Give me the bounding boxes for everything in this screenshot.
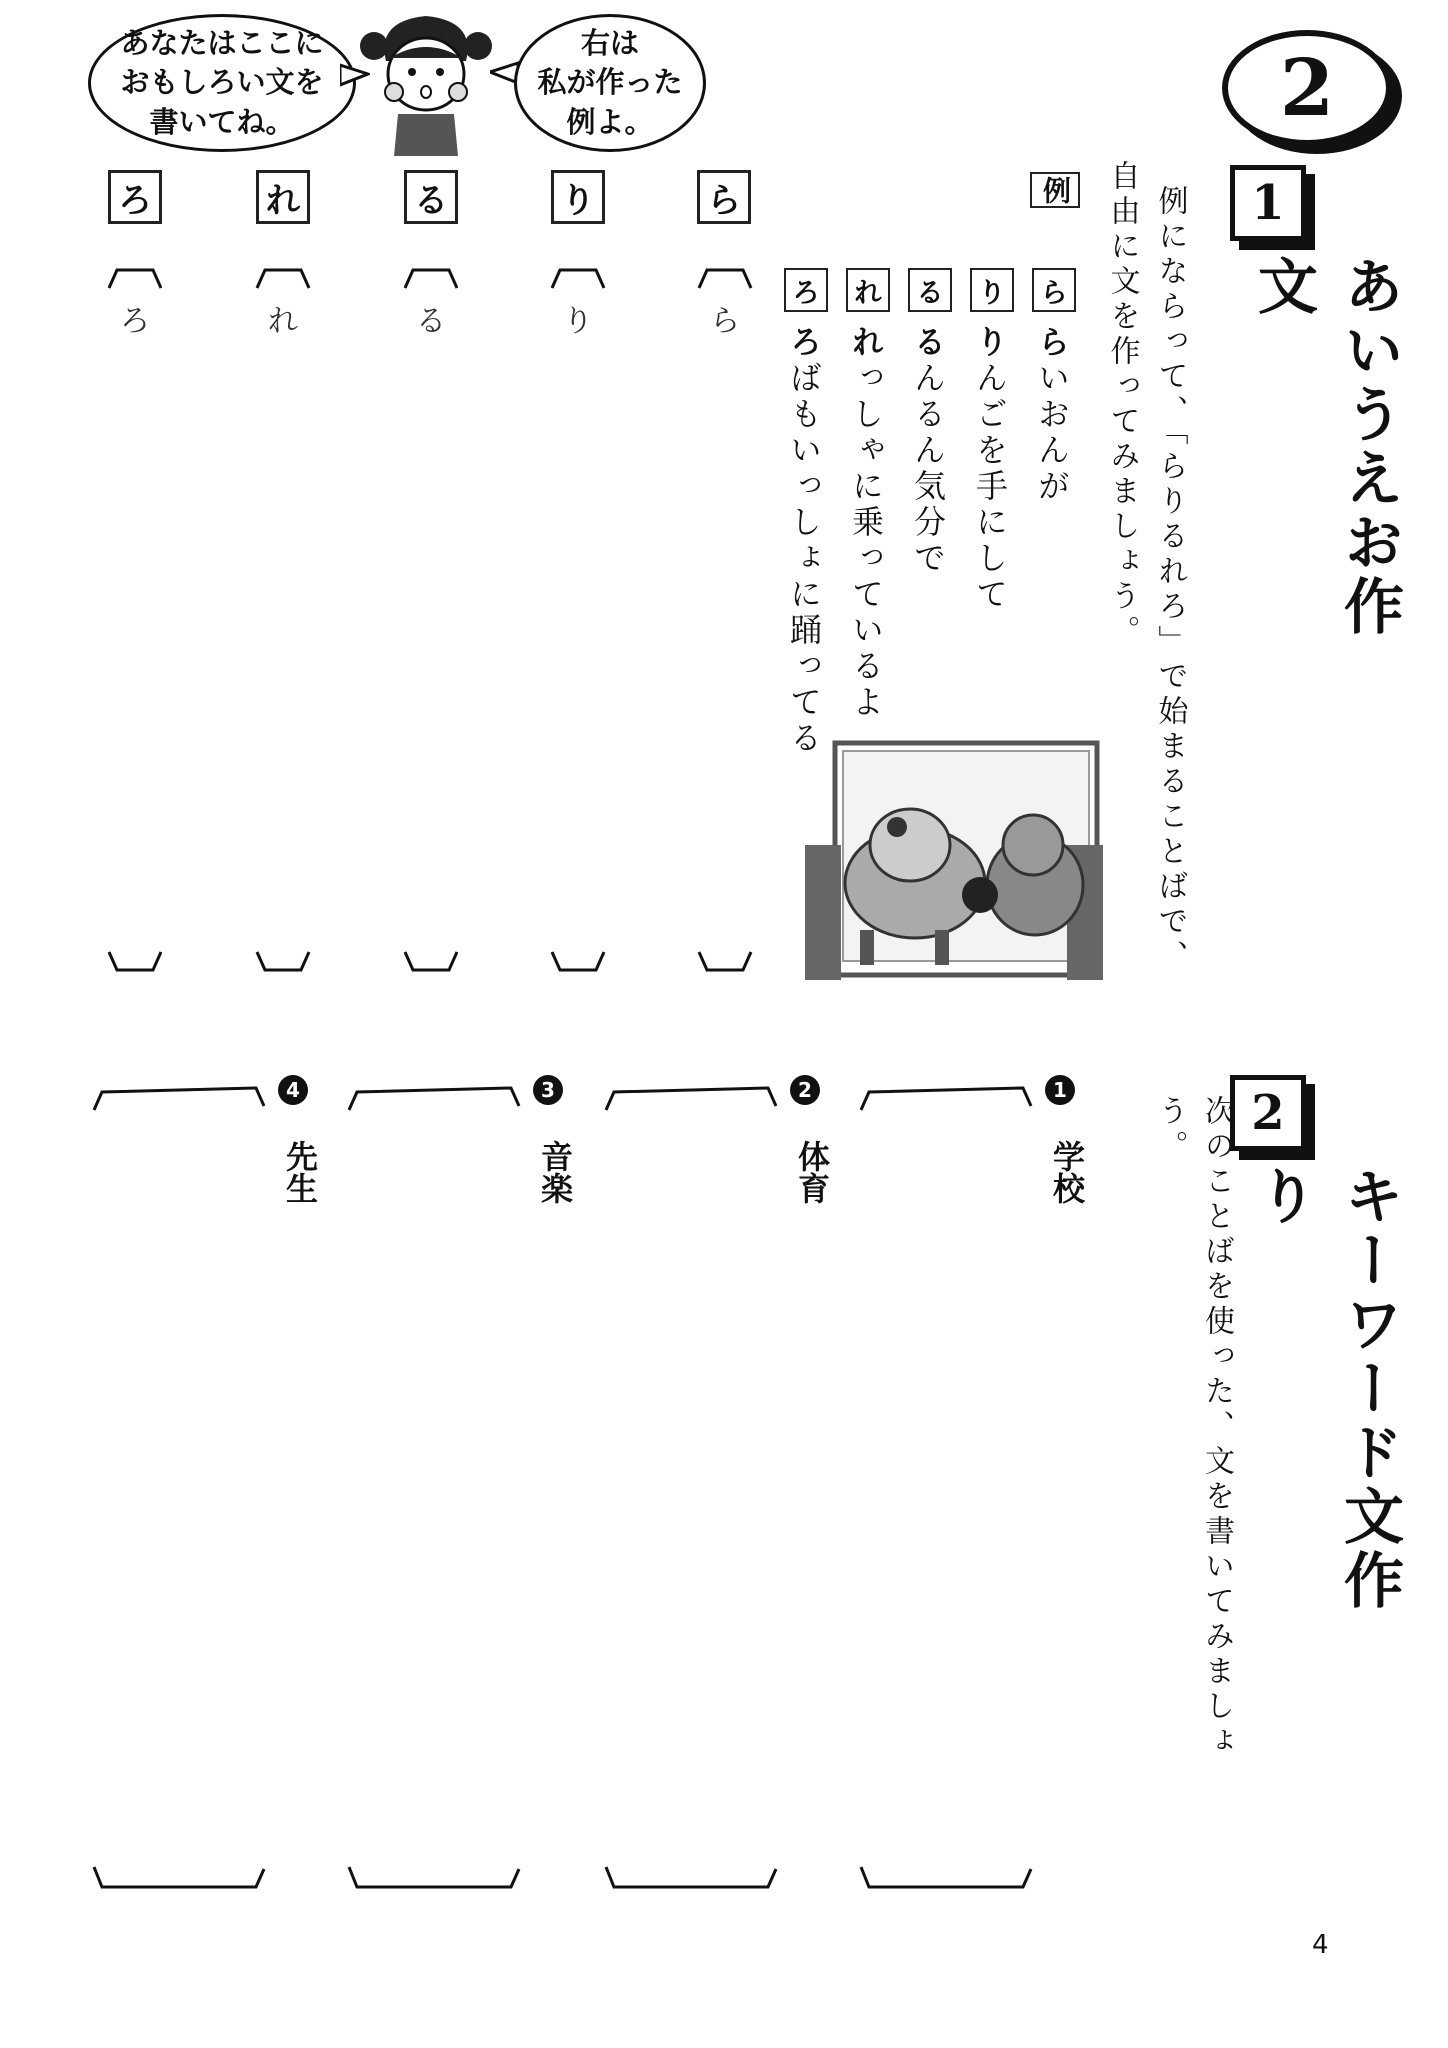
- example-text: [909, 325, 947, 577]
- section2-number: 2: [1251, 1085, 1285, 1141]
- keyword-open-bracket: [343, 1082, 523, 1112]
- example-text: [785, 325, 823, 757]
- example-rest: ばもいっしょに踊ってる: [785, 361, 823, 757]
- keyword-writing-area[interactable]: [860, 1130, 1030, 1865]
- keyword-word: 先生: [281, 1140, 319, 1204]
- example-text: [971, 325, 1009, 613]
- example-kana-tile: る: [908, 268, 952, 312]
- answer-header-kana: ろ: [120, 304, 150, 339]
- answer-close-bracket: [105, 950, 165, 974]
- answer-open-bracket: [105, 266, 165, 290]
- answer-header-kana: る: [416, 304, 446, 339]
- keyword-writing-area[interactable]: [93, 1130, 263, 1865]
- answer-kana-tile: り: [551, 170, 605, 224]
- keyword-open-bracket: [88, 1082, 268, 1112]
- answer-header-kana: ら: [710, 304, 740, 339]
- section2-number-box: [1230, 1075, 1306, 1151]
- speech-bubble-right: [514, 14, 706, 152]
- answer-open-bracket: [695, 266, 755, 290]
- keyword-word: 学校: [1048, 1140, 1086, 1204]
- keyword-number-icon: 1: [1045, 1075, 1075, 1105]
- girl-illustration-icon: [356, 6, 496, 156]
- answer-open-bracket: [548, 266, 608, 290]
- keyword-word: 音楽: [536, 1140, 574, 1204]
- example-first-kana: れ: [847, 325, 885, 361]
- page-number: 4: [1312, 1930, 1329, 1960]
- speech-bubble-right-text: 右は 私が作った 例よ。: [537, 26, 683, 139]
- answer-open-bracket: [253, 266, 313, 290]
- example-rest: んごを手にして: [971, 361, 1009, 613]
- example-rest: っしゃに乗っているよ: [847, 361, 885, 721]
- keyword-close-bracket: [343, 1865, 523, 1895]
- keyword-writing-area[interactable]: [348, 1130, 518, 1865]
- keyword-number-icon: 4: [278, 1075, 308, 1105]
- example-text: [1033, 325, 1071, 505]
- answer-close-bracket: [253, 950, 313, 974]
- example-rest: いおんが: [1033, 361, 1071, 505]
- answer-kana-tile: れ: [256, 170, 310, 224]
- train-animals-illustration-icon: [805, 735, 1105, 985]
- keyword-close-bracket: [855, 1865, 1035, 1895]
- example-text: [847, 325, 885, 721]
- answer-close-bracket: [548, 950, 608, 974]
- section2-title: キーワード文作り: [1248, 1165, 1404, 1613]
- answer-header-kana: れ: [268, 304, 298, 339]
- example-kana-tile: ろ: [784, 268, 828, 312]
- keyword-close-bracket: [88, 1865, 268, 1895]
- section1-number-box: [1230, 165, 1306, 241]
- example-label: 例: [1030, 172, 1080, 208]
- answer-close-bracket: [695, 950, 755, 974]
- section1-number: 1: [1251, 175, 1285, 231]
- example-kana-tile: れ: [846, 268, 890, 312]
- answer-writing-area[interactable]: [108, 338, 162, 950]
- keyword-writing-area[interactable]: [605, 1130, 775, 1865]
- answer-header-kana: り: [563, 304, 593, 339]
- example-first-kana: る: [909, 325, 947, 361]
- example-first-kana: ろ: [785, 325, 823, 361]
- example-rest: んるん気分で: [909, 361, 947, 577]
- section1-instruction-2: 自由に文を作ってみましょう。: [1104, 160, 1140, 650]
- section2-instruction: 次のことばを使った、文を書いてみましょう。: [1152, 1095, 1234, 1760]
- keyword-number-icon: 3: [533, 1075, 563, 1105]
- example-kana-tile: り: [970, 268, 1014, 312]
- keyword-number-icon: 2: [790, 1075, 820, 1105]
- section1-instruction-1: 例にならって、「らりるれろ」で始まることばで、: [1152, 185, 1188, 975]
- answer-writing-area[interactable]: [404, 338, 458, 950]
- answer-writing-area[interactable]: [256, 338, 310, 950]
- answer-open-bracket: [401, 266, 461, 290]
- keyword-word: 体育: [793, 1140, 831, 1204]
- answer-writing-area[interactable]: [551, 338, 605, 950]
- speech-bubble-left-text: あなたはここに おもしろい文を 書いてね。: [120, 26, 324, 139]
- page-marker: [1222, 30, 1392, 146]
- keyword-close-bracket: [600, 1865, 780, 1895]
- answer-writing-area[interactable]: [698, 338, 752, 950]
- example-kana-tile: ら: [1032, 268, 1076, 312]
- answer-close-bracket: [401, 950, 461, 974]
- example-first-kana: り: [971, 325, 1009, 361]
- answer-kana-tile: る: [404, 170, 458, 224]
- keyword-open-bracket: [855, 1082, 1035, 1112]
- example-first-kana: ら: [1033, 325, 1071, 361]
- section1-title: あいうえお作文: [1248, 255, 1404, 639]
- answer-kana-tile: ら: [697, 170, 751, 224]
- answer-kana-tile: ろ: [108, 170, 162, 224]
- keyword-open-bracket: [600, 1082, 780, 1112]
- page-marker-number: 2: [1279, 42, 1335, 134]
- speech-bubble-left: [88, 14, 356, 152]
